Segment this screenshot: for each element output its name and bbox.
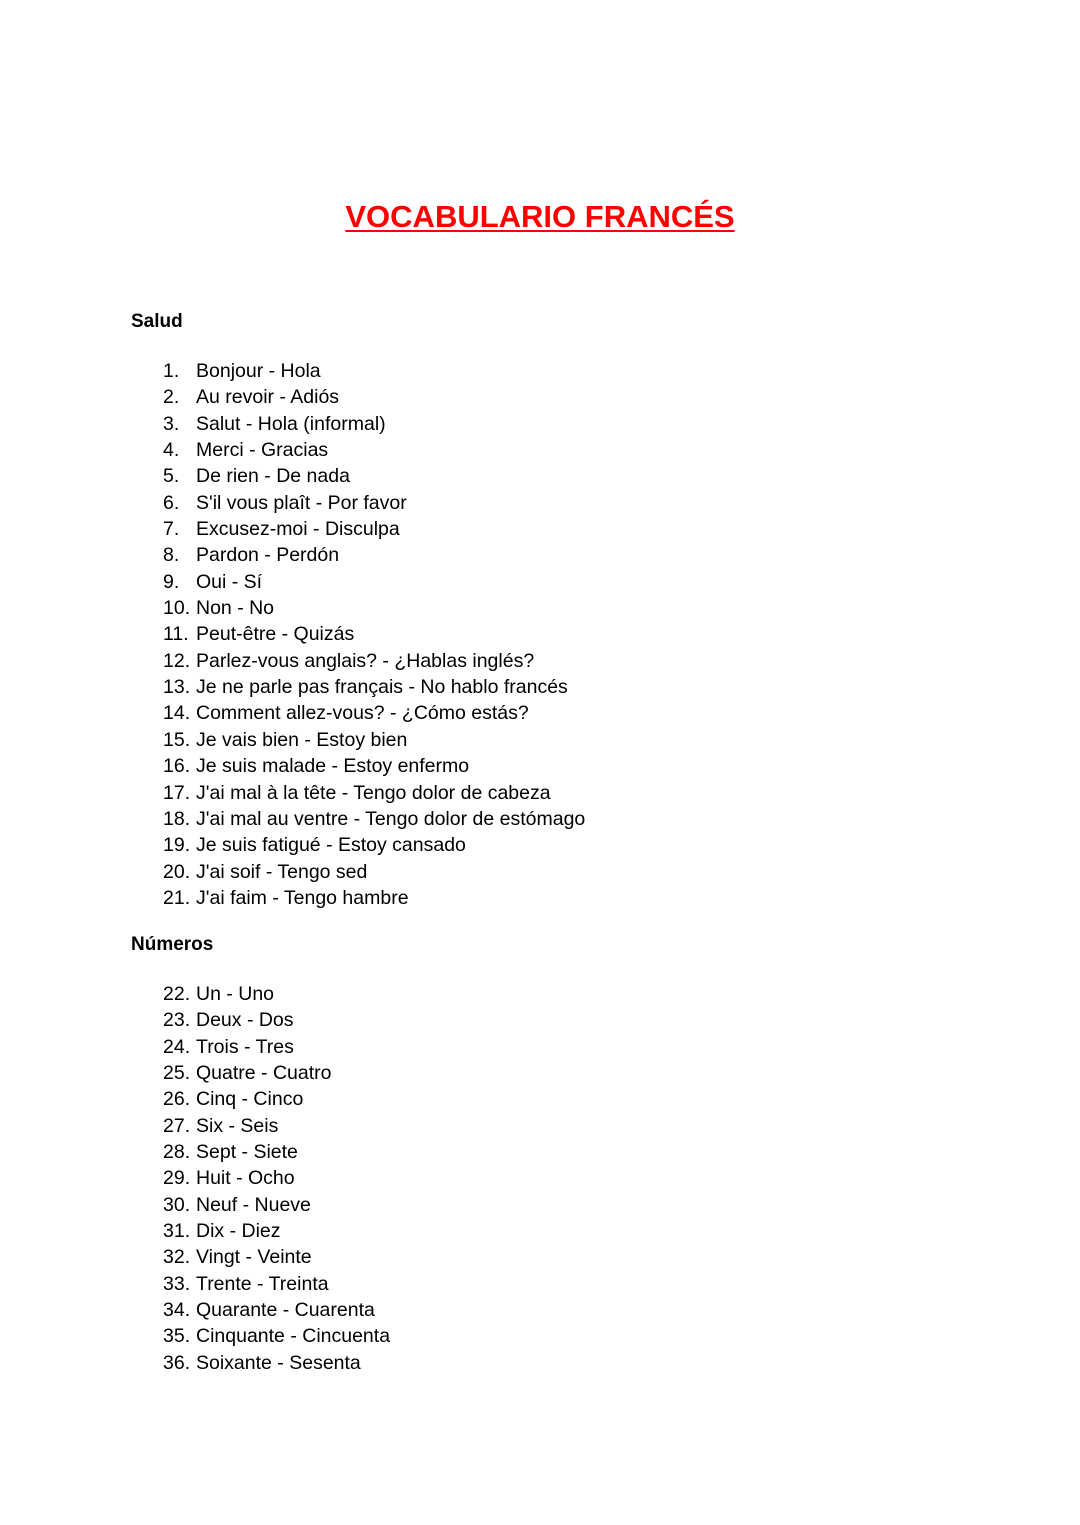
list-item-number: 22. (163, 983, 191, 1005)
list-item-number: 35. (163, 1325, 191, 1348)
list-item-number: 5. (163, 465, 180, 488)
vocab-list-item (163, 1007, 390, 1033)
list-item-number: 34. (163, 1299, 191, 1322)
list-item-text: Je ne parle pas français - No hablo francés (196, 676, 568, 699)
vocab-list-item (163, 1034, 390, 1060)
list-item-number: 21. (163, 886, 191, 909)
vocab-list-item (163, 1139, 390, 1165)
vocab-list-item (163, 490, 585, 516)
vocab-list-item (163, 1060, 390, 1086)
section-heading-numeros: Números (131, 934, 214, 955)
vocab-list-item (163, 1271, 390, 1297)
section-heading-salud: Salud (131, 311, 183, 332)
list-item-text: Bonjour - Hola (196, 360, 321, 382)
vocab-list-salud (163, 358, 585, 911)
list-item-number: 23. (163, 1009, 191, 1032)
list-item-text: Soixante - Sesenta (196, 1351, 361, 1374)
vocab-list-item (163, 384, 585, 410)
list-item-number: 11. (163, 623, 189, 646)
list-item-text: Quarante - Cuarenta (196, 1299, 375, 1322)
list-item-number: 7. (163, 518, 180, 541)
list-item-number: 20. (163, 860, 191, 883)
vocab-list-item (163, 780, 585, 806)
list-item-text: De rien - De nada (196, 465, 350, 488)
list-item-text: Merci - Gracias (196, 439, 329, 462)
list-item-number: 3. (163, 412, 180, 435)
list-item-number: 8. (163, 544, 180, 567)
list-item-number: 6. (163, 491, 180, 514)
vocab-list-item (163, 753, 585, 779)
list-item-number: 25. (163, 1062, 191, 1085)
list-item-number: 14. (163, 702, 191, 725)
list-item-number: 30. (163, 1193, 191, 1216)
list-item-text: Dix - Diez (196, 1220, 281, 1243)
list-item-text: Salut - Hola (informal) (196, 412, 386, 435)
list-item-number: 19. (163, 834, 191, 857)
list-item-text: Je suis malade - Estoy enfermo (196, 755, 470, 778)
list-item-text: Pardon - Perdón (196, 544, 340, 567)
list-item-text: J'ai mal au ventre - Tengo dolor de estómago (196, 807, 586, 830)
vocab-list-item (163, 859, 585, 885)
list-item-text: J'ai faim - Tengo hambre (196, 886, 409, 909)
list-item-text: Un - Uno (196, 983, 275, 1005)
list-item-text: Cinq - Cinco (196, 1088, 304, 1111)
vocab-list-item (163, 648, 585, 674)
list-item-text: Quatre - Cuatro (196, 1062, 332, 1085)
page-title: VOCABULARIO FRANCÉS (345, 199, 735, 234)
list-item-text: Je vais bien - Estoy bien (196, 728, 408, 751)
vocab-list-item (163, 832, 585, 858)
list-item-text: Oui - Sí (196, 570, 263, 593)
vocab-list-item (163, 463, 585, 489)
vocab-list-item (163, 569, 585, 595)
vocab-list-item (163, 437, 585, 463)
vocab-list-item (163, 358, 585, 384)
list-item-text: Au revoir - Adiós (196, 386, 340, 409)
vocab-list-item (163, 1165, 390, 1191)
vocab-list-item (163, 621, 585, 647)
list-item-number: 27. (163, 1114, 191, 1137)
list-item-text: J'ai mal à la tête - Tengo dolor de cabeza (196, 781, 551, 804)
list-item-text: Deux - Dos (196, 1009, 294, 1032)
list-item-text: S'il vous plaît - Por favor (196, 491, 407, 514)
vocab-list-item (163, 411, 585, 437)
vocab-list-item (163, 1350, 390, 1376)
vocab-list-item (163, 727, 585, 753)
list-item-number: 18. (163, 807, 191, 830)
list-item-number: 36. (163, 1351, 191, 1374)
list-item-text: Trente - Treinta (196, 1272, 329, 1295)
list-item-text: Trois - Tres (196, 1035, 294, 1058)
list-item-text: Six - Seis (196, 1114, 279, 1137)
vocab-list-item (163, 674, 585, 700)
vocab-list-item (163, 1323, 390, 1349)
list-item-number: 29. (163, 1167, 191, 1190)
list-item-text: J'ai soif - Tengo sed (196, 860, 368, 883)
vocab-list-item (163, 595, 585, 621)
list-item-number: 1. (163, 360, 180, 382)
list-item-number: 31. (163, 1220, 191, 1243)
vocab-list-item (163, 1297, 390, 1323)
vocab-list-item (163, 516, 585, 542)
vocab-list-item (163, 1113, 390, 1139)
list-item-text: Huit - Ocho (196, 1167, 295, 1190)
vocab-list-numeros (163, 981, 390, 1376)
list-item-number: 15. (163, 728, 191, 751)
list-item-number: 13. (163, 676, 191, 699)
vocab-list-item (163, 806, 585, 832)
list-item-number: 17. (163, 781, 191, 804)
list-item-text: Comment allez-vous? - ¿Cómo estás? (196, 702, 529, 725)
vocab-list-item (163, 542, 585, 568)
vocab-list-item (163, 1192, 390, 1218)
list-item-number: 32. (163, 1246, 191, 1269)
list-item-text: Non - No (196, 597, 275, 620)
list-item-number: 9. (163, 570, 180, 593)
list-item-number: 16. (163, 755, 191, 778)
list-item-number: 4. (163, 439, 180, 462)
vocab-list-item (163, 1086, 390, 1112)
vocab-list-item (163, 981, 390, 1007)
list-item-text: Peut-être - Quizás (196, 623, 355, 646)
list-item-text: Vingt - Veinte (196, 1246, 312, 1269)
list-item-number: 12. (163, 649, 191, 672)
list-item-text: Parlez-vous anglais? - ¿Hablas inglés? (196, 649, 535, 672)
list-item-number: 33. (163, 1272, 191, 1295)
vocab-list-item (163, 700, 585, 726)
list-item-text: Cinquante - Cincuenta (196, 1325, 391, 1348)
list-item-number: 10. (163, 597, 191, 620)
vocab-list-item (163, 1244, 390, 1270)
list-item-text: Je suis fatigué - Estoy cansado (196, 834, 466, 857)
list-item-number: 26. (163, 1088, 191, 1111)
list-item-text: Sept - Siete (196, 1141, 298, 1164)
list-item-number: 2. (163, 386, 180, 409)
list-item-number: 24. (163, 1035, 191, 1058)
list-item-number: 28. (163, 1141, 191, 1164)
vocab-list-item (163, 885, 585, 911)
list-item-text: Excusez-moi - Disculpa (196, 518, 400, 541)
vocab-list-item (163, 1218, 390, 1244)
list-item-text: Neuf - Nueve (196, 1193, 311, 1216)
